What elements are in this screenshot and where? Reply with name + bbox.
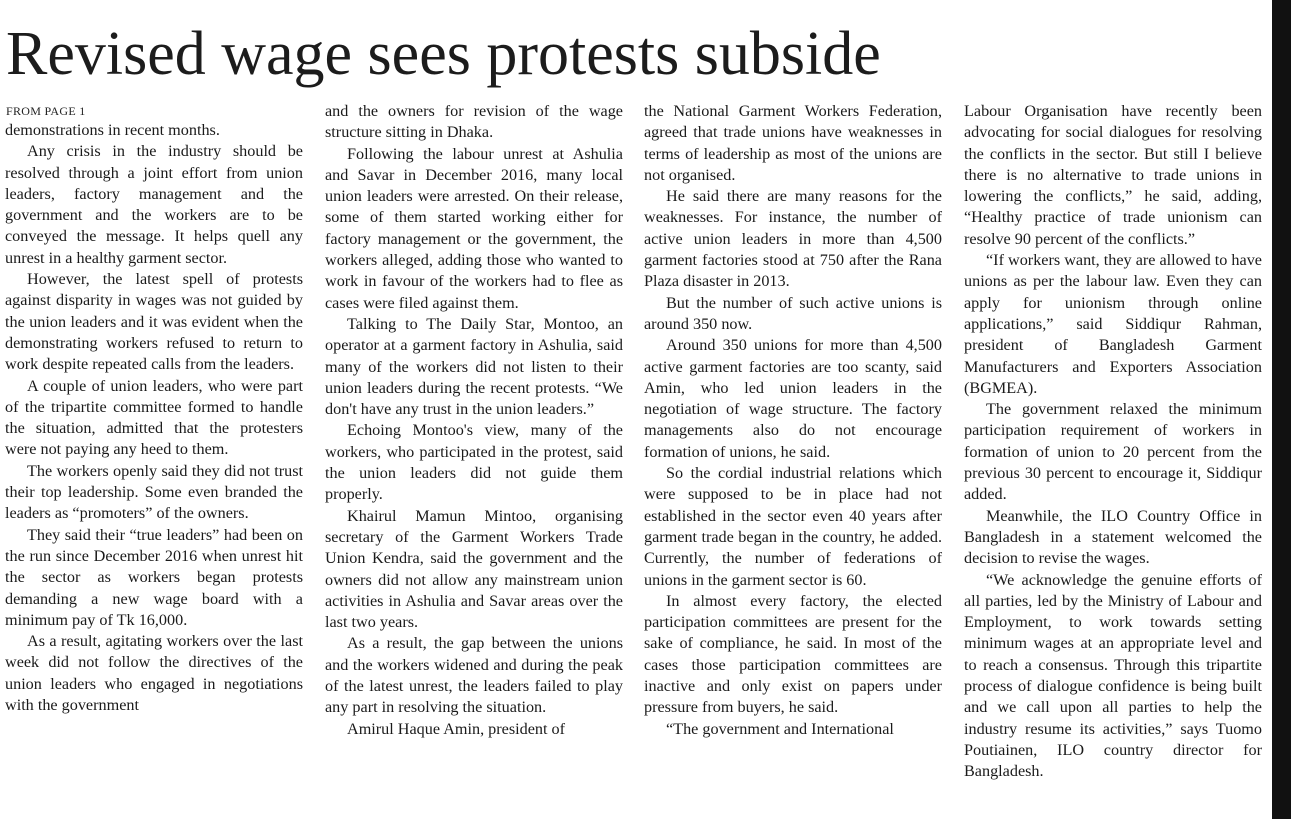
paragraph: “The government and International — [666, 719, 894, 738]
paragraph: A couple of union leaders, who were part of the tripartite committee formed to handle the situation, admitted that the protesters were not paying any heed to them. — [5, 376, 303, 459]
paragraph: Echoing Montoo's view, many of the workers, who participated in the protest, said the union leaders did not guide them properly. — [325, 421, 623, 504]
paragraph: Labour Organisation have recently been advocating for social dialogues for resolving the conflicts in the sector. But still I believe there is no alternative to trade unions in lowering the conflicts,” he said, adding, “Healthy practice of trade unionism can resolve 90 percent of the conflicts.” — [964, 102, 1262, 248]
paragraph: “If workers want, they are allowed to have unions as per the labour law. Even they can apply for unionism through online applications,” said Siddiqur Rahman, president of Bangladesh Garment Manufacturers and Exporters Association (BGMEA). — [964, 251, 1262, 397]
paragraph: They said their “true leaders” had been on the run since December 2016 when unrest hit the sector as workers began protests demanding a new wage board with a minimum pay of Tk 16,000. — [5, 525, 303, 629]
paragraph: So the cordial industrial relations which were supposed to be in place had not established in the sector even 40 years after garment trade began in the country, he added. Currently, the number of federations of unions in the garment sector is 60. — [644, 464, 942, 589]
article-column-1 — [5, 120, 303, 716]
paragraph: However, the latest spell of protests against disparity in wages was not guided by the union leaders and it was evident when the demonstrating workers refused to return to work despite repeated calls from the leaders. — [5, 270, 303, 374]
paragraph: The government relaxed the minimum participation requirement of workers in formation of union to 20 percent from the previous 30 percent to encourage it, Siddiqur added. — [964, 400, 1262, 504]
paragraph: He said there are many reasons for the weaknesses. For instance, the number of active union leaders in more than 4,500 garment factories stood at 750 after the Rana Plaza disaster in 2013. — [644, 187, 942, 291]
paragraph: Around 350 unions for more than 4,500 active garment factories are too scanty, said Amin, who led union leaders in the negotiation of wage structure. The factory managements also do not encourage formation of unions, he said. — [644, 336, 942, 461]
paragraph: The workers openly said they did not trust their top leadership. Some even branded the leaders as “promoters” of the owners. — [5, 461, 303, 523]
paragraph: demonstrations in recent months. — [5, 121, 220, 139]
page-edge-shadow — [1272, 0, 1291, 819]
paragraph: Any crisis in the industry should be resolved through a joint effort from union leaders, factory management and the government and the workers are to be conveyed the message. It helps quell any unrest in a healthy garment sector. — [5, 142, 303, 267]
paragraph: Khairul Mamun Mintoo, organising secretary of the Garment Workers Trade Union Kendra, said the government and the owners did not allow any mainstream union activities in Ashulia and Savar areas over the last two years. — [325, 506, 623, 632]
article-column-3 — [644, 101, 942, 740]
paragraph: Amirul Haque Amin, president of — [347, 719, 566, 738]
continued-from-label: FROM PAGE 1 — [6, 104, 86, 118]
headline: Revised wage sees protests subside — [6, 20, 881, 88]
article-column-2 — [325, 101, 623, 740]
paragraph: “We acknowledge the genuine efforts of all parties, led by the Ministry of Labour and Employment, to work towards setting minimum wages at an appropriate level and to reach a consensus. Through this tripartite process of dialogue confidence is being built and we call upon all parties to help the industry resume its activities,” says Tuomo Poutiainen, ILO country director for Bangladesh. — [964, 570, 1262, 781]
paragraph: Meanwhile, the ILO Country Office in Bangladesh in a statement welcomed the decision to revise the wages. — [964, 506, 1262, 568]
paragraph: As a result, agitating workers over the last week did not follow the directives of the union leaders who engaged in negotiations with the government — [5, 632, 303, 715]
paragraph: Following the labour unrest at Ashulia and Savar in December 2016, many local union leaders were arrested. On their release, some of them started working either for factory management or the government, the workers alleged, adding those who wanted to work in favour of the workers had to flee as cases were filed against them. — [325, 144, 623, 312]
paragraph: In almost every factory, the elected participation committees are present for the sake of compliance, he said. In most of the cases those participation committees are inactive and only exist on papers under pressure from buyers, he said. — [644, 591, 942, 717]
paragraph: the National Garment Workers Federation, agreed that trade unions have weaknesses in terms of leadership as most of the unions are not organised. — [644, 102, 942, 184]
paragraph: Talking to The Daily Star, Montoo, an operator at a garment factory in Ashulia, said many of the workers did not listen to their union leaders during the recent protests. “We don't have any trust in the union leaders.” — [325, 314, 623, 419]
paragraph: But the number of such active unions is around 350 now. — [644, 293, 942, 333]
article-column-4 — [964, 101, 1262, 783]
paragraph: and the owners for revision of the wage structure sitting in Dhaka. — [325, 102, 623, 142]
paragraph: As a result, the gap between the unions and the workers widened and during the peak of the latest unrest, the leaders failed to play any part in resolving the situation. — [325, 634, 623, 717]
